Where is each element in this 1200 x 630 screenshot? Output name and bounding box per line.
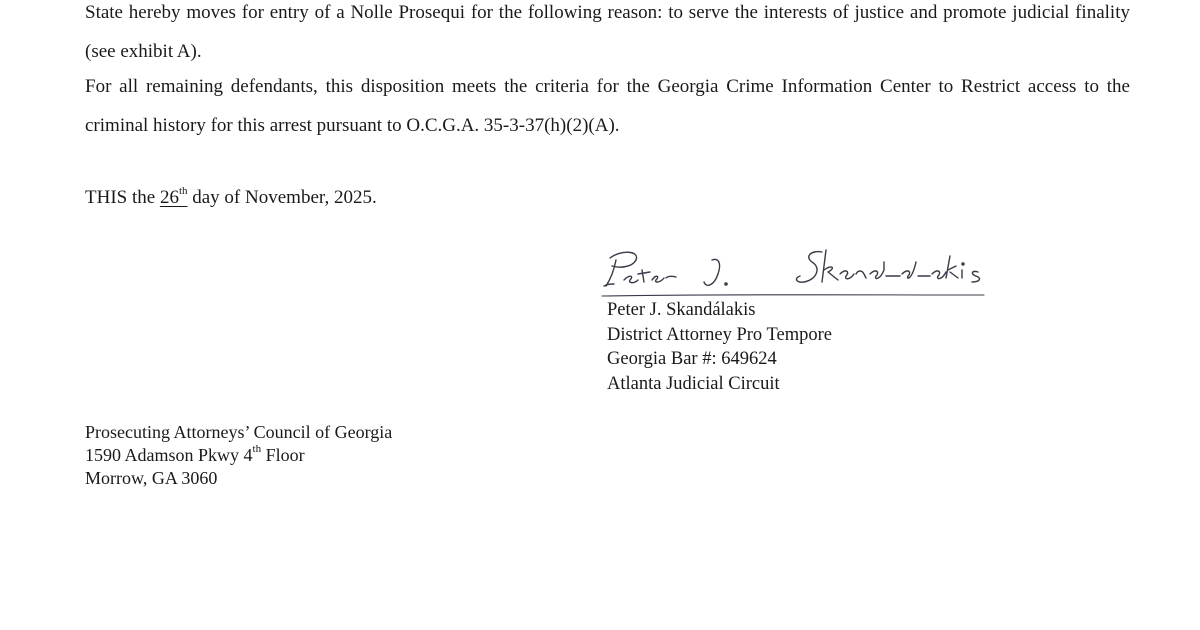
signer-name: Peter J. Skandálakis [607,300,756,320]
date-suffix: day of November, 2025. [187,187,377,208]
signer-title: District Attorney Pro Tempore [607,324,832,345]
nolle-prosequi-paragraph: State hereby moves for entry of a Nolle Prosequi for the following reason: to serve the interests of justice and promote judicial finality (see exhibit A). [85,2,1130,62]
date-prefix: THIS the [85,187,160,208]
bar-number: Georgia Bar #: 649624 [607,349,777,369]
signature-block [607,298,832,396]
address-street-suffix: Floor [261,445,305,465]
date-day-suffix: th [178,184,188,197]
address-floor-suffix: th [252,443,262,455]
restriction-paragraph: For all remaining defendants, this disposition meets the criteria for the Georgia Crime Information Center to Restrict access to the criminal history for this arrest pursuant to O.C.G.A. 35-3-37(h)(2)(A). [85,76,1130,136]
address-block [85,421,392,490]
handwritten-signature [600,240,1020,302]
judicial-circuit: Atlanta Judicial Circuit [607,373,780,394]
date-day-number: 26 [159,187,179,208]
date-line [85,186,377,210]
address-street-prefix: 1590 Adamson Pkwy 4 [85,445,253,465]
address-street [85,444,392,467]
address-organization: Prosecuting Attorneys’ Council of Georgia [85,422,393,442]
address-city: Morrow, GA 3060 [85,468,218,488]
date-day [159,184,188,208]
